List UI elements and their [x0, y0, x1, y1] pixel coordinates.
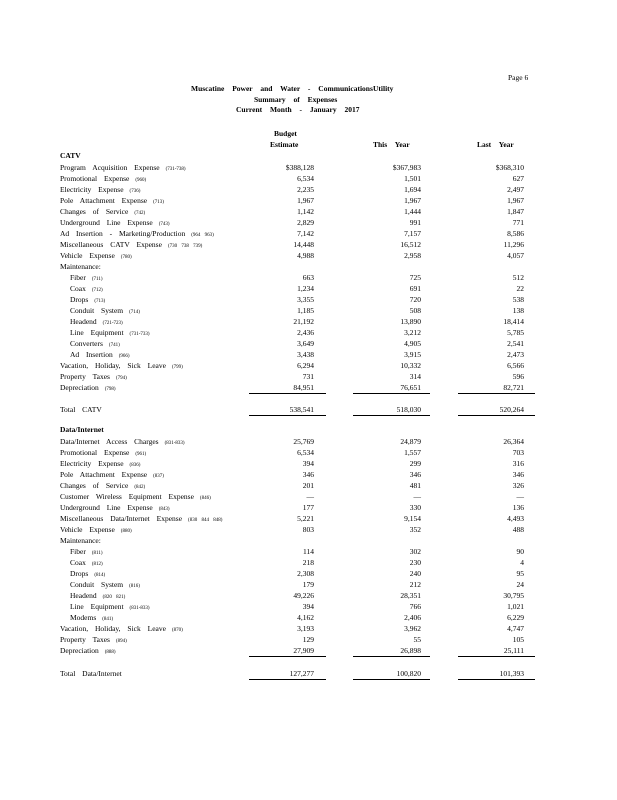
table-row: [0, 491, 617, 502]
budget-estimate-value: —: [306, 492, 314, 501]
subtotal-rule: [353, 656, 430, 657]
budget-estimate-value: 14,448: [293, 240, 314, 249]
this-year-value: 691: [409, 284, 421, 293]
last-year-value: 2,497: [507, 185, 524, 194]
this-year-value: 76,651: [400, 383, 421, 392]
budget-estimate-value: 4,988: [297, 251, 314, 260]
total-label: Total CATV: [60, 405, 102, 414]
this-year-value: 28,351: [400, 591, 421, 600]
account-number: (880): [120, 529, 132, 534]
last-year-value: 26,364: [503, 437, 524, 446]
col-header-budget-1: Budget: [274, 129, 297, 138]
account-number: (812): [91, 562, 103, 567]
table-row: [0, 272, 617, 283]
row-label-text: Fiber: [70, 273, 86, 282]
last-year-value: 512: [512, 273, 524, 282]
row-label-text: Miscellaneous Data/Internet Expense: [60, 514, 183, 523]
account-number: (721-723): [102, 321, 123, 326]
account-number: (730 738 739): [167, 244, 203, 249]
this-year-value: 508: [409, 306, 421, 315]
this-year-value: 3,962: [404, 624, 421, 633]
row-label-text: Coax: [70, 558, 86, 567]
last-year-value: 596: [512, 372, 524, 381]
last-year-value: 538: [512, 295, 524, 304]
row-label-text: Underground Line Expense: [60, 503, 153, 512]
budget-estimate-value: 2,308: [297, 569, 314, 578]
account-number: (743): [158, 222, 170, 227]
budget-estimate-value: 6,534: [297, 174, 314, 183]
budget-estimate-value: 1,142: [297, 207, 314, 216]
this-year-value: 1,967: [404, 196, 421, 205]
this-year-value: 302: [409, 547, 421, 556]
budget-estimate-value: 394: [302, 602, 314, 611]
table-row: [0, 250, 617, 261]
row-label: [60, 382, 116, 395]
account-number: (742): [134, 211, 146, 216]
account-number: (831-833): [129, 606, 150, 611]
last-year-value: 5,785: [507, 328, 524, 337]
this-year-value: 230: [409, 558, 421, 567]
row-label-text: Changes of Service: [60, 481, 129, 490]
this-year-value: 346: [409, 470, 421, 479]
table-row: [0, 623, 617, 634]
budget-estimate-value: 1,185: [297, 306, 314, 315]
row-label-text: Depreciation: [60, 646, 99, 655]
account-number: (811): [91, 551, 103, 556]
account-number: (713): [94, 299, 106, 304]
budget-estimate-value: 27,909: [293, 646, 314, 655]
account-number: (961): [135, 452, 147, 457]
report-utility-title: Utility: [373, 84, 394, 93]
table-row: [0, 316, 617, 327]
table-row: [0, 568, 617, 579]
account-number: (966): [118, 354, 130, 359]
this-year-value: 3,915: [404, 350, 421, 359]
this-year-value: 240: [409, 569, 421, 578]
row-label-text: Data/Internet Access Charges: [60, 437, 159, 446]
table-row: [0, 546, 617, 557]
budget-estimate-value: 218: [302, 558, 314, 567]
row-label-text: Vehicle Expense: [60, 251, 115, 260]
last-year-value: 4,057: [507, 251, 524, 260]
subtotal-rule: [249, 393, 326, 394]
account-number: (780): [120, 255, 132, 260]
budget-estimate-value: 731: [302, 372, 314, 381]
row-label-text: Underground Line Expense: [60, 218, 153, 227]
table-row: [0, 447, 617, 458]
table-row: [0, 513, 617, 524]
this-year-value: 2,958: [404, 251, 421, 260]
last-year-value: 2,473: [507, 350, 524, 359]
last-year-value: 1,967: [507, 196, 524, 205]
account-number: (714): [129, 310, 140, 315]
total-this-year: 518,030: [396, 405, 421, 414]
row-label-text: Electricity Expense: [60, 185, 124, 194]
row-label-text: Property Taxes: [60, 372, 110, 381]
table-row: [0, 217, 617, 228]
table-row: [0, 535, 617, 546]
budget-estimate-value: 3,438: [297, 350, 314, 359]
row-label-text: Pole Attachment Expense: [60, 196, 148, 205]
total-budget-estimate: 127,277: [289, 669, 314, 678]
row-label-text: Property Taxes: [60, 635, 110, 644]
this-year-value: $367,983: [392, 163, 421, 172]
row-label-text: Vehicle Expense: [60, 525, 115, 534]
row-label-text: Depreciation: [60, 383, 99, 392]
total-rule: [249, 679, 326, 680]
row-label: [60, 261, 101, 272]
table-row: [0, 612, 617, 623]
table-row: [0, 338, 617, 349]
table-row: [0, 239, 617, 250]
report-company-title: Muscatine Power and Water - Communications: [191, 84, 373, 93]
account-number: (731-733): [129, 332, 150, 337]
subtotal-rule: [458, 393, 535, 394]
row-label: [60, 645, 116, 658]
budget-estimate-value: 2,829: [297, 218, 314, 227]
subtotal-rule: [458, 656, 535, 657]
last-year-value: 703: [512, 448, 524, 457]
this-year-value: 13,890: [400, 317, 421, 326]
total-last-year: 520,264: [499, 405, 524, 414]
this-year-value: 1,694: [404, 185, 421, 194]
budget-estimate-value: 2,235: [297, 185, 314, 194]
row-label-text: Conduit System: [70, 580, 124, 589]
budget-estimate-value: 6,534: [297, 448, 314, 457]
last-year-value: —: [516, 492, 524, 501]
account-number: (894): [115, 639, 127, 644]
this-year-value: 16,512: [400, 240, 421, 249]
row-label-text: Maintenance:: [60, 536, 101, 545]
budget-estimate-value: 177: [302, 503, 314, 512]
total-rule: [458, 679, 535, 680]
last-year-value: 316: [512, 459, 524, 468]
table-row: [0, 645, 617, 656]
table-row: [0, 206, 617, 217]
row-label-text: Maintenance:: [60, 262, 101, 271]
this-year-value: 26,898: [400, 646, 421, 655]
budget-estimate-value: 6,294: [297, 361, 314, 370]
account-number: (741): [108, 343, 120, 348]
table-row: [0, 162, 617, 173]
total-rule: [353, 415, 430, 416]
row-label-text: Line Equipment: [70, 602, 124, 611]
table-row: [0, 436, 617, 447]
last-year-value: 90: [516, 547, 524, 556]
last-year-value: 6,229: [507, 613, 524, 622]
this-year-value: 9,154: [404, 514, 421, 523]
table-row: [0, 228, 617, 239]
budget-estimate-value: 1,234: [297, 284, 314, 293]
last-year-value: 6,566: [507, 361, 524, 370]
row-label-text: Changes of Service: [60, 207, 129, 216]
budget-estimate-value: 5,221: [297, 514, 314, 523]
this-year-value: 725: [409, 273, 421, 282]
budget-estimate-value: 179: [302, 580, 314, 589]
last-year-value: 1,847: [507, 207, 524, 216]
total-this-year: 100,820: [396, 669, 421, 678]
last-year-value: 30,795: [503, 591, 524, 600]
total-last-year: 101,393: [499, 669, 524, 678]
row-label-text: Converters: [70, 339, 103, 348]
last-year-value: 2,541: [507, 339, 524, 348]
table-row: [0, 579, 617, 590]
this-year-value: 766: [409, 602, 421, 611]
table-row: [0, 294, 617, 305]
account-number: (870): [171, 628, 183, 633]
table-row: [0, 173, 617, 184]
budget-estimate-value: 84,951: [293, 383, 314, 392]
last-year-value: 11,296: [503, 240, 524, 249]
subtotal-rule: [353, 393, 430, 394]
account-number: (888): [104, 650, 116, 655]
account-number: (711): [91, 277, 103, 282]
row-label-text: Promotional Expense: [60, 448, 130, 457]
account-number: (842): [134, 485, 146, 490]
row-label-text: Vacation, Holiday, Sick Leave: [60, 361, 166, 370]
this-year-value: 10,332: [400, 361, 421, 370]
account-number: (831-833): [164, 441, 185, 446]
last-year-value: 136: [512, 503, 524, 512]
account-number: (836): [129, 463, 141, 468]
account-number: (799): [171, 365, 183, 370]
total-rule: [249, 415, 326, 416]
last-year-value: 4,493: [507, 514, 524, 523]
row-label: [60, 535, 101, 546]
row-label-text: Drops: [70, 295, 89, 304]
last-year-value: 24: [516, 580, 524, 589]
budget-estimate-value: $388,128: [285, 163, 314, 172]
this-year-value: 481: [409, 481, 421, 490]
account-number: (712): [91, 288, 103, 293]
last-year-value: 105: [512, 635, 524, 644]
this-year-value: 24,879: [400, 437, 421, 446]
account-number: (960): [135, 178, 147, 183]
row-label-text: Headend: [70, 317, 97, 326]
account-number: (816): [129, 584, 140, 589]
budget-estimate-value: 803: [302, 525, 314, 534]
budget-estimate-value: 663: [302, 273, 314, 282]
last-year-value: 346: [512, 470, 524, 479]
account-number: (713): [153, 200, 164, 205]
subtotal-rule: [249, 656, 326, 657]
last-year-value: 488: [512, 525, 524, 534]
page-number: Page 6: [508, 73, 529, 82]
col-header-last-year: Last Year: [477, 140, 514, 149]
account-number: (830 844 848): [188, 518, 223, 523]
budget-estimate-value: 3,649: [297, 339, 314, 348]
budget-estimate-value: 2,436: [297, 328, 314, 337]
account-number: (841): [102, 617, 114, 622]
this-year-value: 314: [409, 372, 421, 381]
this-year-value: 299: [409, 459, 421, 468]
total-budget-estimate: 538,541: [289, 405, 314, 414]
last-year-value: 82,721: [503, 383, 524, 392]
total-label: Total Data/Internet: [60, 669, 122, 678]
account-number: (820 821): [102, 595, 126, 600]
last-year-value: $368,310: [495, 163, 524, 172]
table-row: [0, 195, 617, 206]
budget-estimate-value: 346: [302, 470, 314, 479]
catv-heading: CATV: [60, 151, 81, 160]
account-number: (798): [104, 387, 116, 392]
account-number: (837): [153, 474, 164, 479]
account-number: (731-738): [165, 167, 186, 172]
row-label-text: Promotional Expense: [60, 174, 130, 183]
this-year-value: 55: [413, 635, 421, 644]
budget-estimate-value: 114: [303, 547, 314, 556]
table-row: [0, 305, 617, 316]
this-year-value: 1,444: [404, 207, 421, 216]
col-header-this-year: This Year: [373, 140, 410, 149]
this-year-value: 4,905: [404, 339, 421, 348]
account-number: (846): [199, 496, 211, 501]
last-year-value: 326: [512, 481, 524, 490]
table-row: [0, 502, 617, 513]
table-row: [0, 382, 617, 393]
table-row: [0, 601, 617, 612]
this-year-value: 352: [409, 525, 421, 534]
this-year-value: 1,557: [404, 448, 421, 457]
last-year-value: 18,414: [503, 317, 524, 326]
total-rule: [458, 415, 535, 416]
table-row: [0, 469, 617, 480]
budget-estimate-value: 4,162: [297, 613, 314, 622]
this-year-value: 991: [409, 218, 421, 227]
this-year-value: 2,406: [404, 613, 421, 622]
row-label-text: Drops: [70, 569, 89, 578]
total-row: [0, 668, 617, 679]
report-subtitle: Summary of Expenses: [254, 95, 338, 104]
budget-estimate-value: 3,193: [297, 624, 314, 633]
table-row: [0, 371, 617, 382]
table-row: [0, 360, 617, 371]
row-label-text: Modems: [70, 613, 97, 622]
row-label-text: Ad Insertion: [70, 350, 113, 359]
row-label-text: Miscellaneous CATV Expense: [60, 240, 162, 249]
this-year-value: —: [413, 492, 421, 501]
table-row: [0, 590, 617, 601]
table-row: [0, 283, 617, 294]
table-row: [0, 184, 617, 195]
last-year-value: 4: [520, 558, 524, 567]
last-year-value: 771: [512, 218, 524, 227]
table-row: [0, 557, 617, 568]
table-row: [0, 458, 617, 469]
row-label-text: Ad Insertion - Marketing/Production: [60, 229, 186, 238]
row-label-text: Program Acquisition Expense: [60, 163, 160, 172]
last-year-value: 22: [516, 284, 524, 293]
last-year-value: 8,586: [507, 229, 524, 238]
budget-estimate-value: 25,769: [293, 437, 314, 446]
table-row: [0, 634, 617, 645]
budget-estimate-value: 201: [302, 481, 314, 490]
row-label-text: Vacation, Holiday, Sick Leave: [60, 624, 166, 633]
this-year-value: 212: [409, 580, 421, 589]
row-label-text: Customer Wireless Equipment Expense: [60, 492, 194, 501]
account-number: (964 963): [191, 233, 214, 238]
row-label-text: Coax: [70, 284, 86, 293]
account-number: (736): [129, 189, 141, 194]
row-label-text: Line Equipment: [70, 328, 124, 337]
last-year-value: 138: [512, 306, 524, 315]
last-year-value: 627: [512, 174, 524, 183]
row-label-text: Fiber: [70, 547, 86, 556]
col-header-budget-2: Estimate: [270, 140, 299, 149]
budget-estimate-value: 3,355: [297, 295, 314, 304]
budget-estimate-value: 49,226: [293, 591, 314, 600]
last-year-value: 4,747: [507, 624, 524, 633]
this-year-value: 720: [409, 295, 421, 304]
table-row: [0, 327, 617, 338]
budget-estimate-value: 21,192: [293, 317, 314, 326]
last-year-value: 95: [516, 569, 524, 578]
account-number: (794): [115, 376, 127, 381]
last-year-value: 1,021: [507, 602, 524, 611]
total-rule: [353, 679, 430, 680]
last-year-value: 25,111: [503, 646, 524, 655]
account-number: (843): [158, 507, 170, 512]
this-year-value: 1,501: [404, 174, 421, 183]
table-row: [0, 480, 617, 491]
budget-estimate-value: 394: [302, 459, 314, 468]
account-number: (814): [94, 573, 106, 578]
row-label-text: Conduit System: [70, 306, 124, 315]
data_internet-heading: Data/Internet: [60, 425, 104, 434]
table-row: [0, 261, 617, 272]
row-label-text: Pole Attachment Expense: [60, 470, 148, 479]
this-year-value: 330: [409, 503, 421, 512]
table-row: [0, 349, 617, 360]
report-period: Current Month - January 2017: [236, 105, 360, 114]
total-row: [0, 404, 617, 415]
table-row: [0, 524, 617, 535]
this-year-value: 7,157: [404, 229, 421, 238]
row-label-text: Electricity Expense: [60, 459, 124, 468]
budget-estimate-value: 129: [302, 635, 314, 644]
budget-estimate-value: 1,967: [297, 196, 314, 205]
row-label-text: Headend: [70, 591, 97, 600]
this-year-value: 3,212: [404, 328, 421, 337]
budget-estimate-value: 7,142: [297, 229, 314, 238]
